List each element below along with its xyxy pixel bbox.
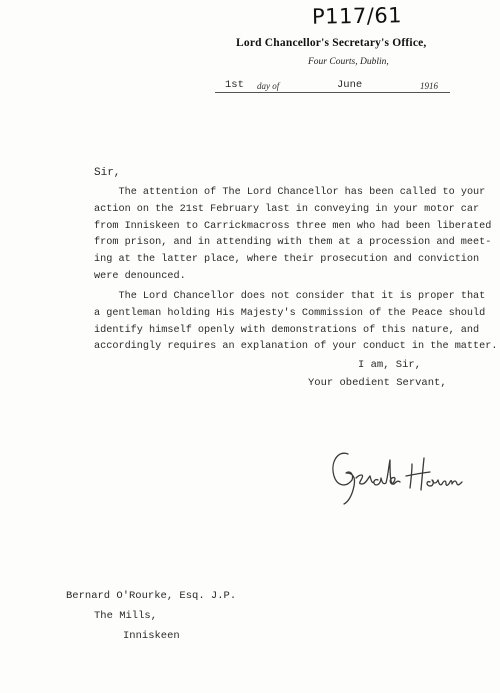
date-year: 1916 bbox=[420, 81, 438, 91]
body-line: were denounced. bbox=[94, 270, 186, 282]
body-line: action on the 21st February last in conveying in your motor car bbox=[94, 203, 480, 215]
body-line: accordingly requires an explanation of your conduct in the matter. bbox=[94, 341, 498, 353]
body-line: from Inniskeen to Carrickmacross three men who had been liberated bbox=[94, 220, 492, 232]
body-line: from prison, and in attending with them at a procession and meet- bbox=[94, 237, 492, 249]
closing-line-1: I am, Sir, bbox=[358, 359, 422, 371]
addressee-line-2: The Mills, bbox=[94, 610, 158, 622]
date-rule bbox=[215, 92, 450, 93]
closing-line-2: Your obedient Servant, bbox=[308, 377, 447, 389]
letterhead-address: Four Courts, Dublin, bbox=[308, 57, 389, 67]
body-paragraph-1 bbox=[94, 185, 491, 286]
body-line: identify himself openly with demonstrations of this nature, and bbox=[94, 324, 480, 336]
addressee-name: Bernard O'Rourke, Esq. J.P. bbox=[66, 590, 237, 602]
letterhead-office: Lord Chancellor's Secretary's Office, bbox=[236, 37, 427, 49]
body-line bbox=[94, 291, 118, 302]
file-reference: P117/61 bbox=[311, 3, 403, 29]
addressee-line-3: Inniskeen bbox=[123, 630, 180, 642]
body-line bbox=[94, 187, 118, 198]
date-day: 1st bbox=[225, 79, 244, 91]
body-line: The attention of The Lord Chancellor has been called to your bbox=[118, 187, 486, 198]
date-day-of: day of bbox=[257, 81, 280, 91]
handwritten-signature bbox=[326, 440, 476, 510]
date-month: June bbox=[337, 79, 363, 91]
body-line: The Lord Chancellor does not consider that it is proper that bbox=[118, 291, 486, 302]
date-line bbox=[215, 79, 450, 93]
body-line: ing at the latter place, where their prosecution and conviction bbox=[94, 254, 480, 266]
salutation: Sir, bbox=[94, 167, 121, 179]
body-line: a gentleman holding His Majesty's Commission of the Peace should bbox=[94, 307, 486, 319]
body-paragraph-2 bbox=[94, 289, 498, 356]
